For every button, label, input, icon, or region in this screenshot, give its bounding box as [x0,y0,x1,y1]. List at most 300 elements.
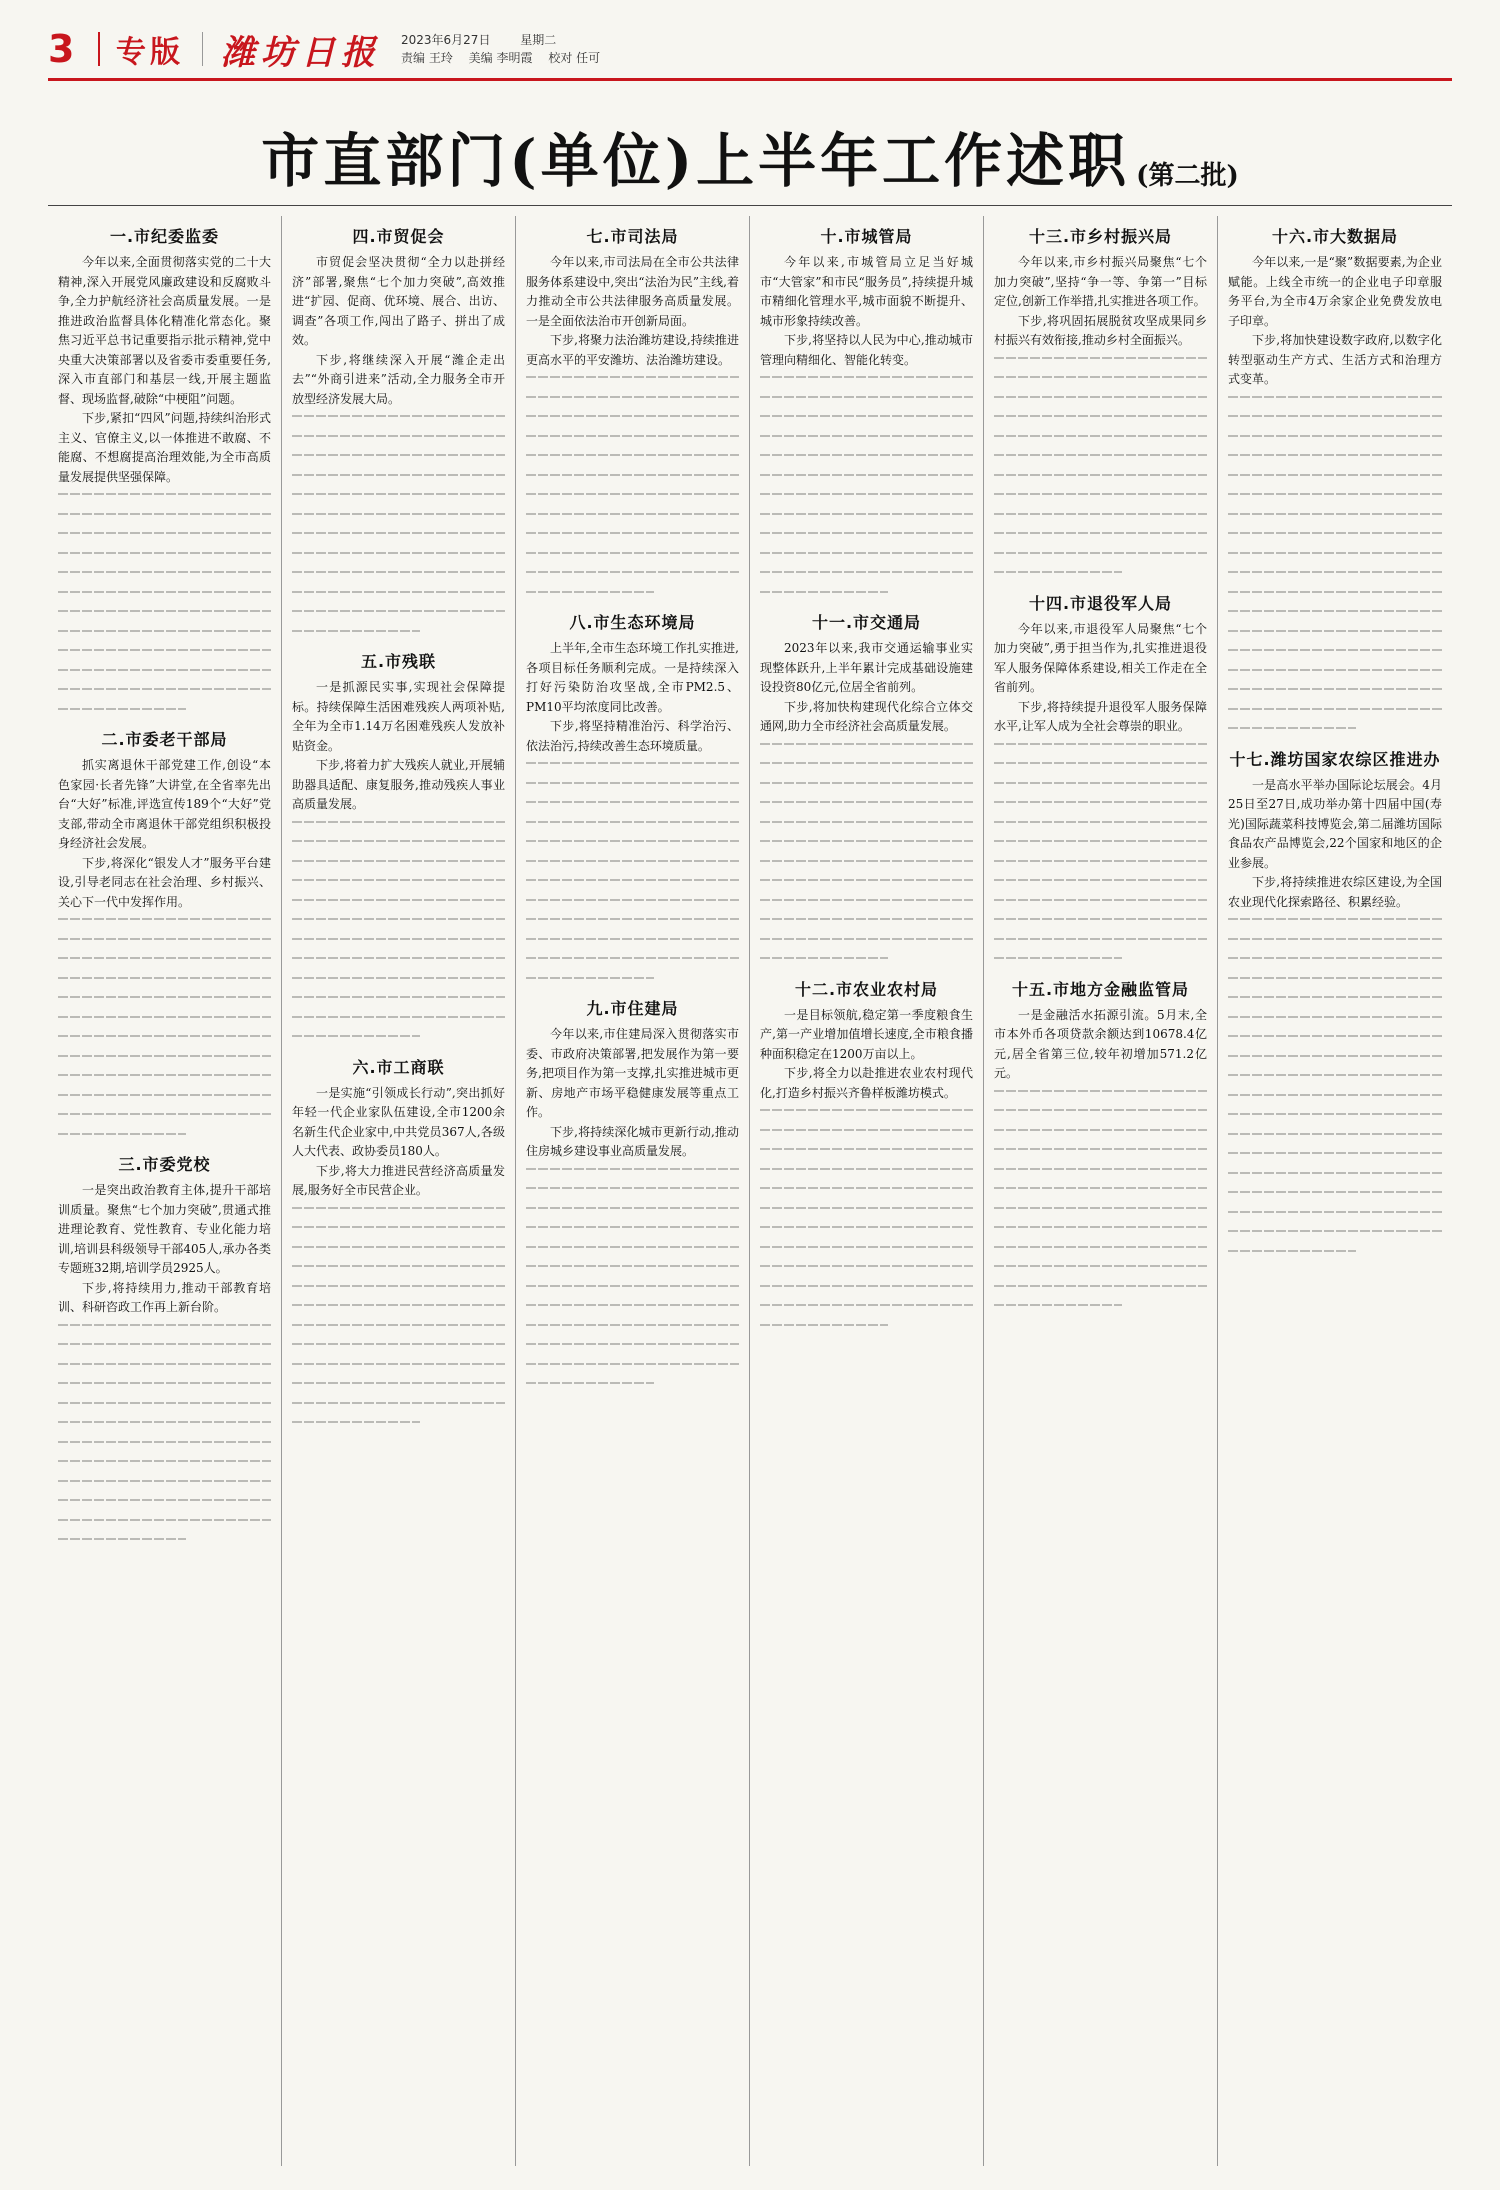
text-line [1228,1172,1442,1174]
text-line [292,899,505,901]
section-heading: 十六.市大数据局 [1271,227,1399,246]
section-paragraph: 下步,将深化“银发人才”服务平台建设,引导老同志在社会治理、乡村振兴、关心下一代中发挥作用。 [58,855,271,909]
body-text-texture [292,1207,505,1424]
body-text-texture [526,1168,739,1385]
text-line [1228,454,1442,456]
issue-weekday: 星期二 [520,33,557,47]
section-paragraph: 今年以来,全面贯彻落实党的二十大精神,深入开展党风廉政建设和反腐败斗争,全力护航经济社会高质量发展。一是推进政治监督具体化精准化常态化。聚焦习近平总书记重要指示批示精神,党中央重大决策部署以及省委市委重要任务,深入市直部门和基层一线,开展主题监督、现场监督,破除“中梗阻”问题。 [58,255,271,406]
text-line [994,1207,1207,1209]
section-paragraph: 一是实施“引领成长行动”,突出抓好年轻一代企业家队伍建设,全市1200余名新生代企业家中,中共党员367人,各级人大代表、政协委员180人。 [292,1085,505,1158]
report-section [526,224,739,593]
text-line [1228,727,1356,729]
section-heading: 十四.市退役军人局 [1028,593,1173,613]
text-line [1228,649,1442,651]
section-heading: 十三.市乡村振兴局 [1028,227,1173,246]
report-section [994,977,1207,1307]
text-line [292,938,505,940]
text-line [1228,1250,1356,1252]
body-text-texture [1228,396,1442,730]
body-text-texture [526,762,739,979]
text-line [760,782,973,784]
text-line [58,591,271,593]
text-line [58,977,271,979]
text-line [760,743,973,745]
text-line [994,821,1207,823]
text-line [760,860,973,862]
header-divider [98,32,100,66]
text-line [760,474,973,476]
text-line [994,396,1207,398]
text-line [1228,571,1442,573]
text-line [994,1129,1207,1131]
text-line [526,918,739,920]
report-section [58,727,271,1135]
text-line [994,1109,1207,1111]
section-heading: 九.市住建局 [586,999,679,1018]
credit-proofreader: 校对 任可 [548,51,601,65]
text-line [1228,688,1442,690]
column [48,216,282,2166]
column [282,216,516,2166]
body-text-texture [994,1090,1207,1307]
section-heading: 十一.市交通局 [811,613,922,632]
body-text-texture [292,821,505,1038]
section-heading: 二.市委老干部局 [101,730,228,749]
text-line [1228,1133,1442,1135]
text-line [1228,1152,1442,1154]
text-line [526,879,739,881]
text-line [994,801,1207,803]
section-paragraph: 一是目标领航,稳定第一季度粮食生产,第一产业增加值增长速度,全市粮食播种面积稳定在1200万亩以上。 [760,1007,973,1061]
text-line [526,1285,739,1287]
text-line [526,415,739,417]
text-line [58,1480,271,1482]
section-paragraph: 下步,将持续深化城市更新行动,推动住房城乡建设事业高质量发展。 [526,1124,739,1158]
text-line [760,415,973,417]
text-line [58,610,271,612]
text-line [1228,630,1442,632]
text-line [994,782,1207,784]
text-line [1228,474,1442,476]
text-line [994,571,1122,573]
text-line [1228,708,1442,710]
text-line [526,474,739,476]
report-section [1228,224,1442,729]
section-heading: 十.市城管局 [820,227,913,246]
text-line [1228,938,1442,940]
text-line [760,376,973,378]
section-paragraph: 下步,将持续推进农综区建设,为全国农业现代化探索路径、积累经验。 [1228,875,1442,909]
text-line [292,840,505,842]
report-section [1228,747,1442,1252]
text-line [760,1129,973,1131]
text-line [292,1207,505,1209]
text-line [994,938,1207,940]
header-rule [48,78,1452,81]
text-line [292,532,505,534]
text-line [994,1187,1207,1189]
text-line [994,1304,1122,1306]
section-heading: 八.市生态环境局 [569,613,696,632]
report-section [292,224,505,632]
text-line [526,1207,739,1209]
text-line [760,396,973,398]
text-line [994,357,1207,359]
text-line [760,493,973,495]
text-line [1228,493,1442,495]
credit-designer: 美编 李明霞 [468,51,533,65]
text-line [1228,977,1442,979]
text-line [526,821,739,823]
section-paragraph: 下步,紧扣“四风”问题,持续纠治形式主义、官僚主义,以一体推进不敢腐、不能腐、不想腐提高治理效能,为全市高质量发展提供坚强保障。 [58,411,271,484]
section-paragraph: 下步,将聚力法治潍坊建设,持续推进更高水平的平安潍坊、法治潍坊建设。 [526,333,739,367]
text-line [1228,1016,1442,1018]
text-line [760,762,973,764]
text-line [1228,1191,1442,1193]
body-text-texture [292,415,505,632]
text-line [526,376,739,378]
text-line [292,571,505,573]
text-line [58,1324,271,1326]
text-line [994,1246,1207,1248]
text-line [760,513,973,515]
text-line [760,1109,973,1111]
text-line [292,1382,505,1384]
masthead-logo: 潍坊日报 [221,32,381,73]
section-paragraph: 今年以来,市乡村振兴局聚焦“七个加力突破”,坚持“争一等、争第一”目标定位,创新工作举措,扎实推进各项工作。 [994,255,1207,308]
text-line [526,571,739,573]
section-paragraph: 下步,将加快构建现代化综合立体交通网,助力全市经济社会高质量发展。 [760,699,973,733]
text-line [526,1226,739,1228]
section-paragraph: 下步,将坚持精准治污、科学治污、依法治污,持续改善生态环境质量。 [526,719,739,753]
section-paragraph: 下步,将坚持以人民为中心,推动城市管理向精细化、智能化转变。 [760,333,973,367]
text-line [292,996,505,998]
section-paragraph: 今年以来,市城管局立足当好城市“大管家”和市民“服务员”,持续提升城市精细化管理水平,城市面貌不断提升、城市形象持续改善。 [760,255,973,328]
text-line [994,493,1207,495]
section-paragraph: 2023年以来,我市交通运输事业实现整体跃升,上半年累计完成基础设施建设投资80亿元,位居全省前列。 [760,641,973,694]
section-heading: 十二.市农业农村局 [794,979,939,999]
text-line [1228,435,1442,437]
report-section [58,1152,271,1540]
section-paragraph: 下步,将全力以赴推进农业农村现代化,打造乡村振兴齐鲁样板潍坊模式。 [760,1066,973,1100]
text-line [1228,1074,1442,1076]
text-line [292,552,505,554]
text-line [760,1148,973,1150]
text-line [58,1402,271,1404]
text-line [760,1207,973,1209]
section-paragraph: 今年以来,市住建局深入贯彻落实市委、市政府决策部署,把发展作为第一要务,把项目作为第一支撑,扎实推进城市更新、房地产市场平稳健康发展等重点工作。 [526,1027,739,1119]
text-line [760,552,973,554]
section-paragraph: 下步,将继续深入开展“潍企走出去”“外商引进来”活动,全力服务全市开放型经济发展大局。 [292,352,505,406]
text-line [994,415,1207,417]
section-paragraph: 一是突出政治教育主体,提升干部培训质量。聚焦“七个加力突破”,贯通式推进理论教育、党性教育、专业化能力培训,培训县科级领导干部405人,承办各类专题班32期,培训学员2925人。 [58,1183,271,1275]
text-line [58,996,271,998]
text-line [58,1343,271,1345]
text-line [760,591,888,593]
body-text-texture [526,376,739,593]
section-paragraph: 一是抓源民实事,实现社会保障提标。持续保障生活困难残疾人两项补贴,全年为全市1.14万名困难残疾人发放补贴资金。 [292,680,505,753]
text-line [1228,1230,1442,1232]
body-text-texture [58,1324,271,1541]
issue-date: 2023年6月27日 [401,33,491,47]
text-line [58,938,271,940]
text-line [1228,1113,1442,1115]
text-line [292,610,505,612]
text-line [58,688,271,690]
text-line [526,454,739,456]
text-line [58,1421,271,1423]
text-line [760,435,973,437]
text-line [526,493,739,495]
section-paragraph: 市贸促会坚决贯彻“全力以赴拼经济”部署,聚焦“七个加力突破”,高效推进“扩园、促商、优环境、展合、出访、调查”各项工作,闯出了路子、拼出了成效。 [292,255,505,347]
text-line [292,977,505,979]
text-line [58,571,271,573]
report-section [292,649,505,1037]
text-line [1228,513,1442,515]
report-section [760,224,973,593]
text-line [994,918,1207,920]
text-line [526,1363,739,1365]
text-line [994,474,1207,476]
text-line [58,1133,186,1135]
text-line [292,1402,505,1404]
body-text-texture [760,1109,973,1326]
issue-meta [401,31,612,67]
text-line [994,454,1207,456]
text-line [526,1343,739,1345]
text-line [994,860,1207,862]
text-line [292,1226,505,1228]
text-line [760,879,973,881]
text-line [760,1285,973,1287]
text-line [292,821,505,823]
body-text-texture [58,918,271,1135]
text-line [526,957,739,959]
text-line [994,532,1207,534]
text-line [58,918,271,920]
section-paragraph: 今年以来,市司法局在全市公共法律服务体系建设中,突出“法治为民”主线,着力推动全市公共法律服务高质量发展。一是全面依法治市开创新局面。 [526,255,739,328]
page-header [48,26,1452,72]
body-text-texture [760,743,973,960]
text-line [58,513,271,515]
text-line [292,1265,505,1267]
text-line [994,743,1207,745]
text-line [526,591,654,593]
text-line [292,1035,420,1037]
text-line [994,957,1122,959]
headline-block [48,108,1452,198]
text-line [760,1246,973,1248]
report-section [760,977,973,1326]
column [1218,216,1452,2166]
text-line [58,1441,271,1443]
text-line [526,977,654,979]
text-line [1228,957,1442,959]
text-line [292,474,505,476]
text-line [1228,1211,1442,1213]
text-line [292,630,420,632]
section-paragraph: 下步,将持续用力,推动干部教育培训、科研咨政工作再上新台阶。 [58,1280,271,1314]
text-line [1228,1035,1442,1037]
text-line [994,899,1207,901]
text-line [526,532,739,534]
report-section [292,1055,505,1424]
section-paragraph: 今年以来,市退役军人局聚焦“七个加力突破”,勇于担当作为,扎实推进退役军人服务保障体系建设,相关工作走在全省前列。 [994,621,1207,694]
text-line [526,1304,739,1306]
text-line [292,1343,505,1345]
text-line [760,840,973,842]
section-paragraph: 下步,将加快建设数字政府,以数字化转型驱动生产方式、生活方式和治理方式变革。 [1228,333,1442,386]
article-columns [48,216,1452,2166]
text-line [58,957,271,959]
text-line [292,957,505,959]
section-heading: 五.市残联 [360,652,437,671]
text-line [760,532,973,534]
text-line [760,1265,973,1267]
text-line [58,1519,271,1521]
text-line [292,1324,505,1326]
column [516,216,750,2166]
text-line [292,591,505,593]
text-line [58,493,271,495]
report-section [58,224,271,710]
text-line [292,1421,420,1423]
text-line [1228,610,1442,612]
text-line [58,552,271,554]
text-line [760,454,973,456]
column [750,216,984,2166]
text-line [1228,996,1442,998]
text-line [526,762,739,764]
text-line [760,899,973,901]
text-line [1228,415,1442,417]
section-paragraph: 下步,将着力扩大残疾人就业,开展辅助器具适配、康复服务,推动残疾人事业高质量发展。 [292,758,505,811]
text-line [526,1382,654,1384]
text-line [760,1226,973,1228]
text-line [58,1074,271,1076]
text-line [292,493,505,495]
text-line [58,669,271,671]
report-section [526,610,739,979]
section-paragraph: 抓实离退休干部党建工作,创设“本色家园·长者先锋”大讲堂,在全省率先出台“大好”标准,评选宣传189个“大好”党支部,带动全市离退休干部党组织积极投身经济社会发展。 [58,758,271,850]
section-heading: 六.市工商联 [352,1057,445,1077]
text-line [292,1246,505,1248]
text-line [526,1265,739,1267]
section-heading: 七.市司法局 [586,227,679,246]
text-line [760,957,888,959]
text-line [58,1382,271,1384]
page-number: 3 [48,27,75,71]
text-line [1228,1094,1442,1096]
text-line [1228,918,1442,920]
text-line [58,1094,271,1096]
text-line [58,1538,186,1540]
section-heading: 四.市贸促会 [352,227,445,246]
section-paragraph: 一是金融活水拓源引流。5月末,全市本外币各项贷款余额达到10678.4亿元,居全省第三位,较年初增加571.2亿元。 [994,1007,1207,1080]
text-line [994,435,1207,437]
header-divider [202,32,203,66]
text-line [526,552,739,554]
text-line [1228,396,1442,398]
body-text-texture [994,357,1207,574]
text-line [58,532,271,534]
text-line [292,1363,505,1365]
text-line [760,918,973,920]
text-line [526,1324,739,1326]
text-line [58,1460,271,1462]
text-line [760,1168,973,1170]
section-heading: 一.市纪委监委 [109,227,220,246]
text-line [58,1055,271,1057]
report-section [760,610,973,959]
body-text-texture [58,493,271,710]
text-line [994,376,1207,378]
credit-editor: 责编 王玲 [401,51,453,65]
text-line [526,1246,739,1248]
text-line [994,879,1207,881]
section-paragraph: 一是高水平举办国际论坛展会。4月25日至27日,成功举办第十四届中国(寿光)国际蔬菜科技博览会,第二届潍坊国际食品农产品博览会,22个国家和地区的企业参展。 [1228,777,1442,870]
text-line [292,454,505,456]
section-heading: 十七.潍坊国家农综区推进办 [1229,749,1441,769]
text-line [994,1226,1207,1228]
section-label: 专版 [116,35,184,70]
text-line [994,1285,1207,1287]
text-line [526,801,739,803]
text-line [760,571,973,573]
body-text-texture [760,376,973,593]
headline-batch: (第二批) [1136,161,1239,191]
text-line [58,1363,271,1365]
text-line [58,1113,271,1115]
text-line [760,938,973,940]
text-line [526,782,739,784]
text-line [526,938,739,940]
text-line [1228,552,1442,554]
text-line [292,918,505,920]
text-line [526,513,739,515]
text-line [1228,591,1442,593]
section-paragraph: 上半年,全市生态环境工作扎实推进,各项目标任务顺利完成。一是持续深入打好污染防治攻坚战,全市PM2.5、PM10平均浓度同比改善。 [526,641,739,714]
text-line [760,1324,888,1326]
text-line [526,1187,739,1189]
section-paragraph: 今年以来,一是“聚”数据要素,为企业赋能。上线全市统一的企业电子印章服务平台,为全市4万余家企业免费发放电子印章。 [1228,255,1442,328]
text-line [760,801,973,803]
report-section [994,224,1207,573]
text-line [292,435,505,437]
text-line [994,1090,1207,1092]
headline-rule [48,205,1452,206]
section-heading: 十五.市地方金融监管局 [1011,979,1190,999]
text-line [760,1304,973,1306]
text-line [994,1148,1207,1150]
text-line [1228,532,1442,534]
text-line [58,1499,271,1501]
headline: 市直部门(单位)上半年工作述职 [261,127,1131,195]
text-line [526,860,739,862]
report-section [526,996,739,1384]
text-line [526,435,739,437]
section-paragraph: 下步,将大力推进民营经济高质量发展,服务好全市民营企业。 [292,1163,505,1197]
section-paragraph: 下步,将巩固拓展脱贫攻坚成果同乡村振兴有效衔接,推动乡村全面振兴。 [994,313,1207,347]
text-line [994,1168,1207,1170]
text-line [760,1187,973,1189]
text-line [292,860,505,862]
text-line [58,1035,271,1037]
text-line [58,649,271,651]
body-text-texture [1228,918,1442,1252]
text-line [292,513,505,515]
text-line [994,762,1207,764]
